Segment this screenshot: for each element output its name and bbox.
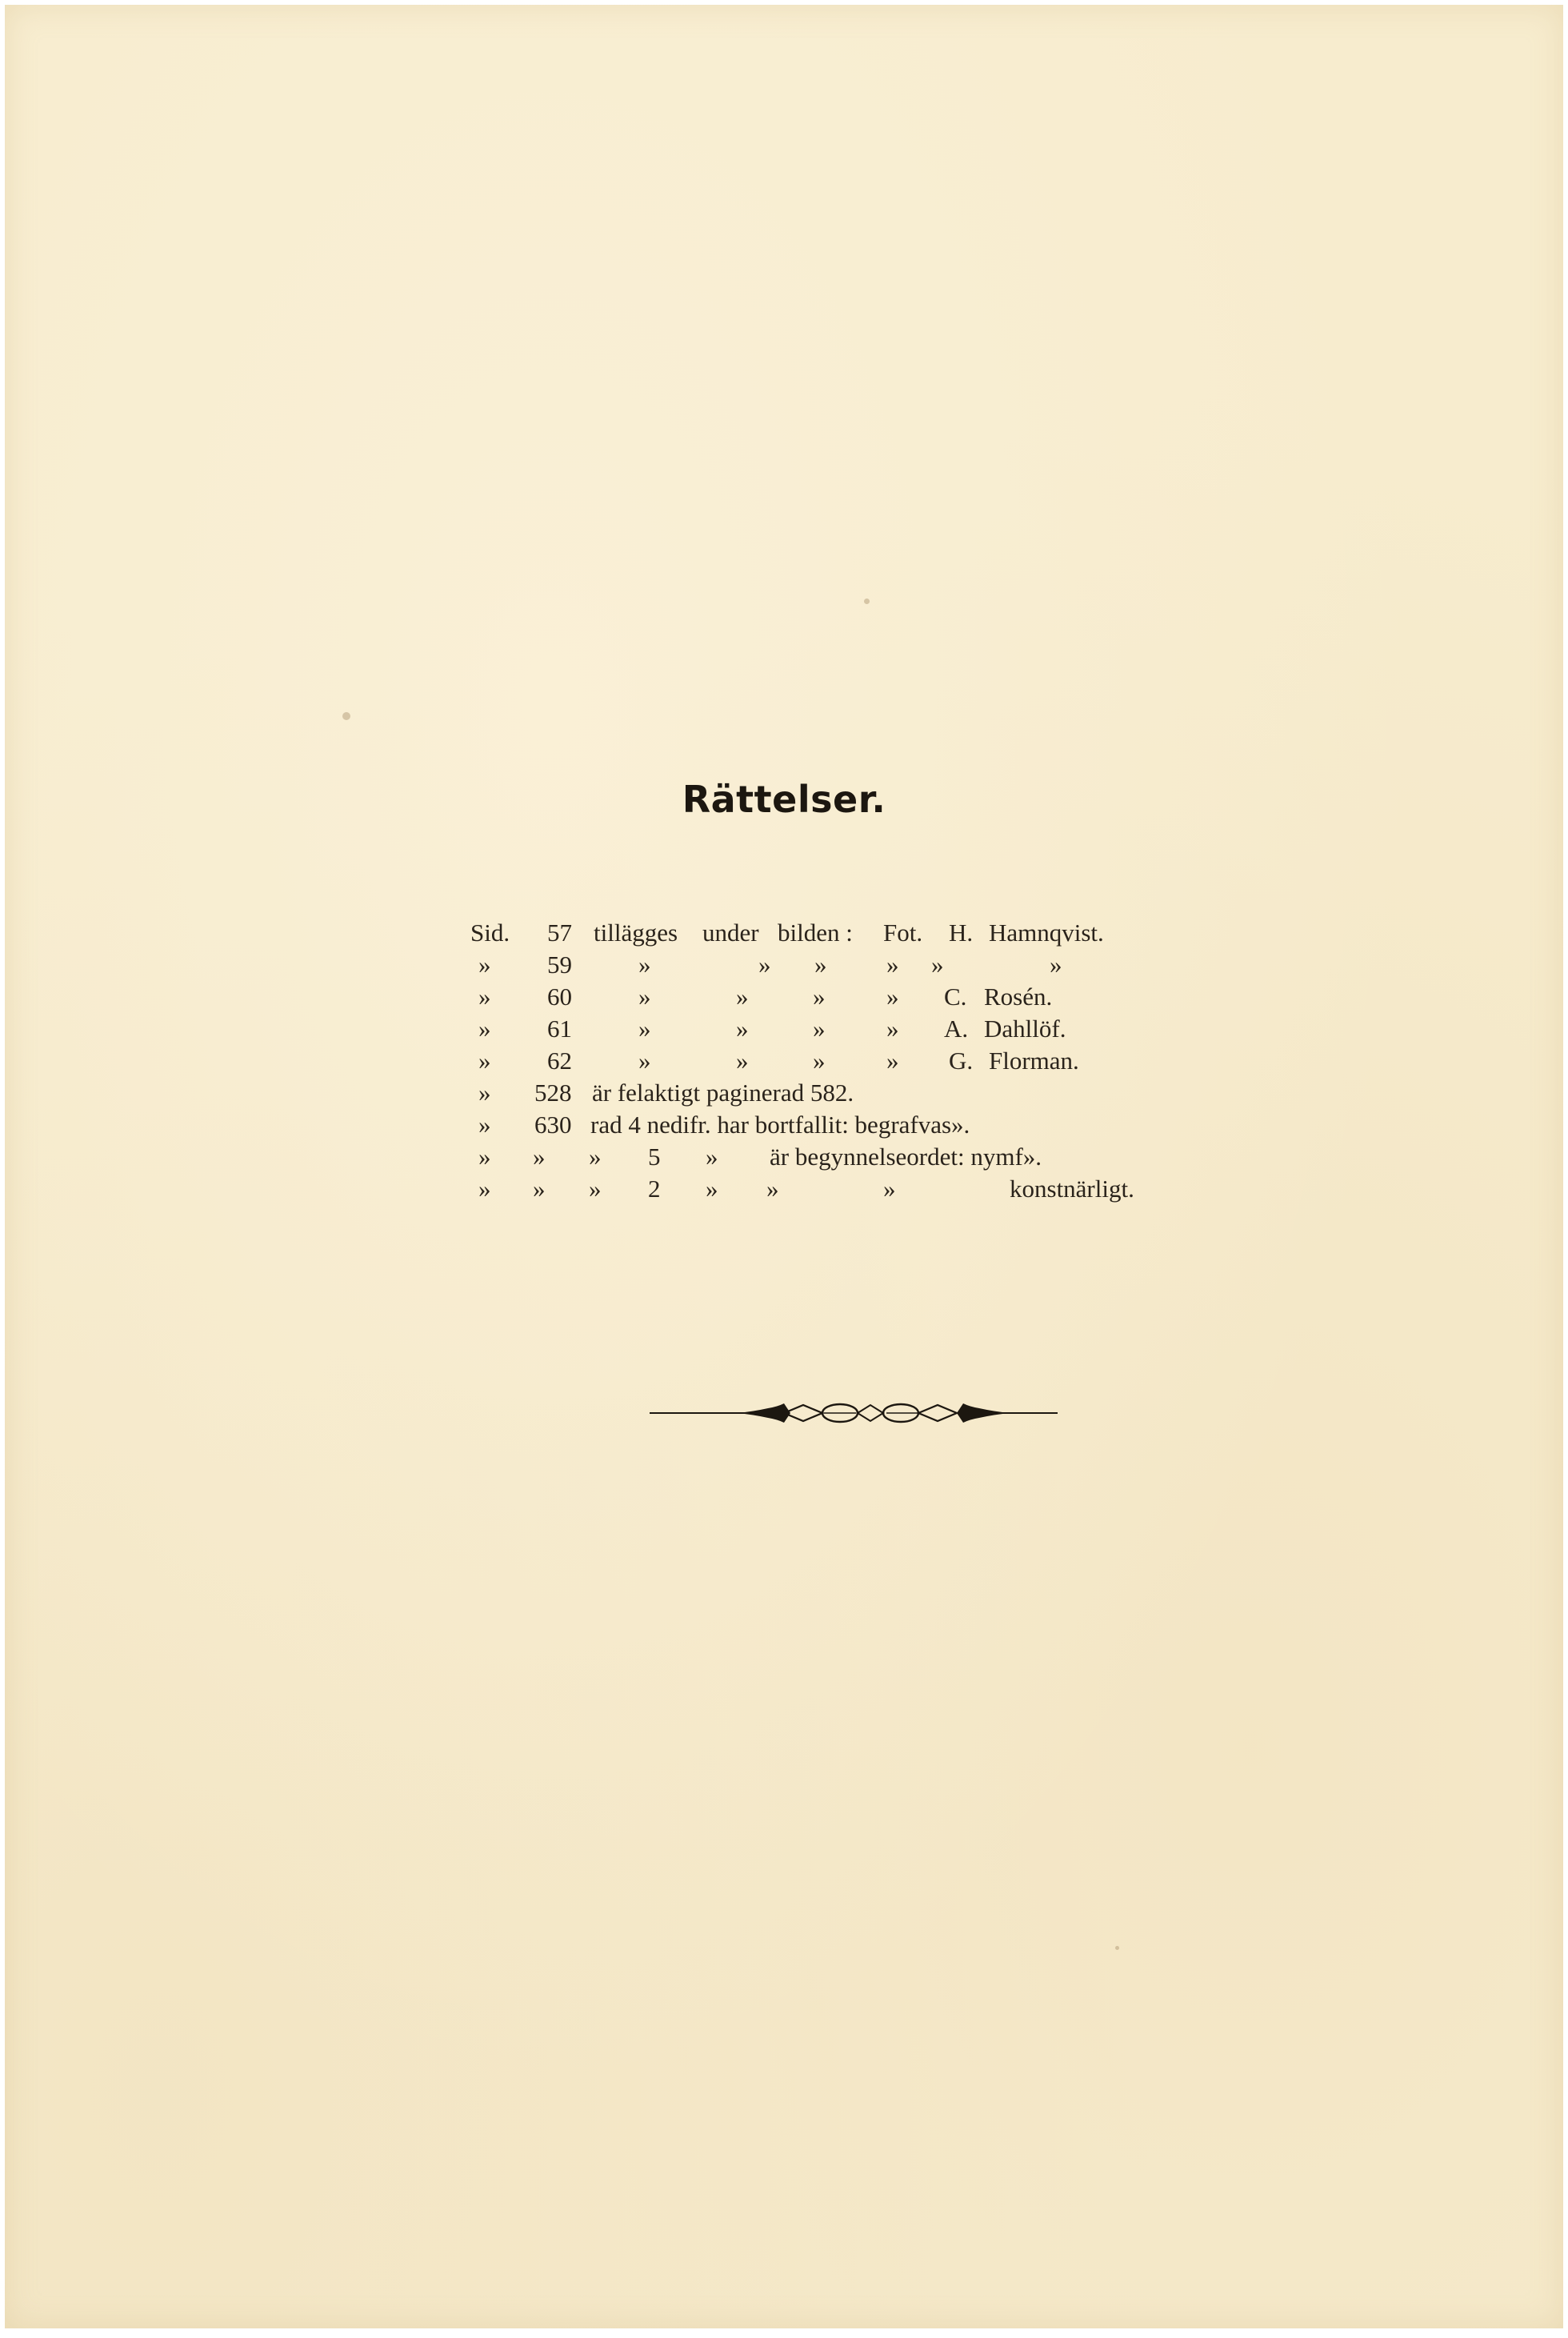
errata-word: » xyxy=(886,1047,899,1075)
errata-word: » xyxy=(736,1047,749,1075)
page-number: 62 xyxy=(547,1047,572,1075)
line-number: 5 xyxy=(648,1143,661,1171)
page-number: 630 xyxy=(534,1111,572,1139)
errata-word: » xyxy=(813,1015,826,1043)
page-number: » xyxy=(533,1143,546,1171)
errata-word: » xyxy=(706,1175,718,1203)
line-number: 2 xyxy=(648,1175,661,1203)
errata-word: » xyxy=(886,983,899,1011)
errata-word: » xyxy=(931,951,944,979)
errata-initial: A. xyxy=(944,1015,969,1043)
page-title: Rättelser. xyxy=(682,778,886,821)
row-label: » xyxy=(478,1079,491,1107)
errata-word: under xyxy=(702,919,759,947)
errata-word: » xyxy=(589,1143,602,1171)
errata-word: » xyxy=(638,1047,651,1075)
errata-text: är felaktigt paginerad 582. xyxy=(592,1079,854,1107)
errata-text: konstnärligt. xyxy=(1010,1175,1134,1203)
row-label: » xyxy=(478,1143,491,1171)
errata-word: » xyxy=(736,1015,749,1043)
page-number: 59 xyxy=(547,951,572,979)
errata-word: » xyxy=(813,1047,826,1075)
row-label: » xyxy=(478,1047,491,1075)
row-label: » xyxy=(478,1175,491,1203)
page-number: 61 xyxy=(547,1015,572,1043)
errata-word: tillägges xyxy=(594,919,678,947)
errata-word: » xyxy=(813,983,826,1011)
row-label: » xyxy=(478,951,491,979)
errata-name: Florman. xyxy=(989,1047,1079,1075)
errata-initial: G. xyxy=(949,1047,974,1075)
page-number: 60 xyxy=(547,983,572,1011)
errata-word: » xyxy=(638,1015,651,1043)
errata-word: » xyxy=(1050,951,1062,979)
errata-word: » xyxy=(758,951,771,979)
errata-word: » xyxy=(736,983,749,1011)
errata-initial: C. xyxy=(944,983,967,1011)
page-number: » xyxy=(533,1175,546,1203)
page-number: 528 xyxy=(534,1079,572,1107)
errata-word: » xyxy=(638,951,651,979)
row-label: » xyxy=(478,983,491,1011)
errata-text: är begynnelseordet: nymf». xyxy=(770,1143,1042,1171)
errata-word: » xyxy=(814,951,827,979)
errata-word: » xyxy=(883,1175,896,1203)
errata-name: Hamnqvist. xyxy=(989,919,1104,947)
errata-word: » xyxy=(886,1015,899,1043)
errata-word: » xyxy=(638,983,651,1011)
errata-word: » xyxy=(886,951,899,979)
errata-initial: H. xyxy=(949,919,974,947)
errata-name: Dahllöf. xyxy=(984,1015,1066,1043)
swash-rule-ornament-icon xyxy=(650,1399,1058,1427)
row-label: Sid. xyxy=(470,919,510,947)
row-label: » xyxy=(478,1111,491,1139)
errata-name: Rosén. xyxy=(984,983,1053,1011)
row-label: » xyxy=(478,1015,491,1043)
errata-text: rad 4 nedifr. har bortfallit: begrafvas». xyxy=(590,1111,970,1139)
errata-word: » xyxy=(766,1175,779,1203)
errata-word: » xyxy=(706,1143,718,1171)
page-number: 57 xyxy=(547,919,572,947)
errata-word: bilden : xyxy=(778,919,853,947)
errata-word: Fot. xyxy=(883,919,923,947)
errata-word: » xyxy=(589,1175,602,1203)
